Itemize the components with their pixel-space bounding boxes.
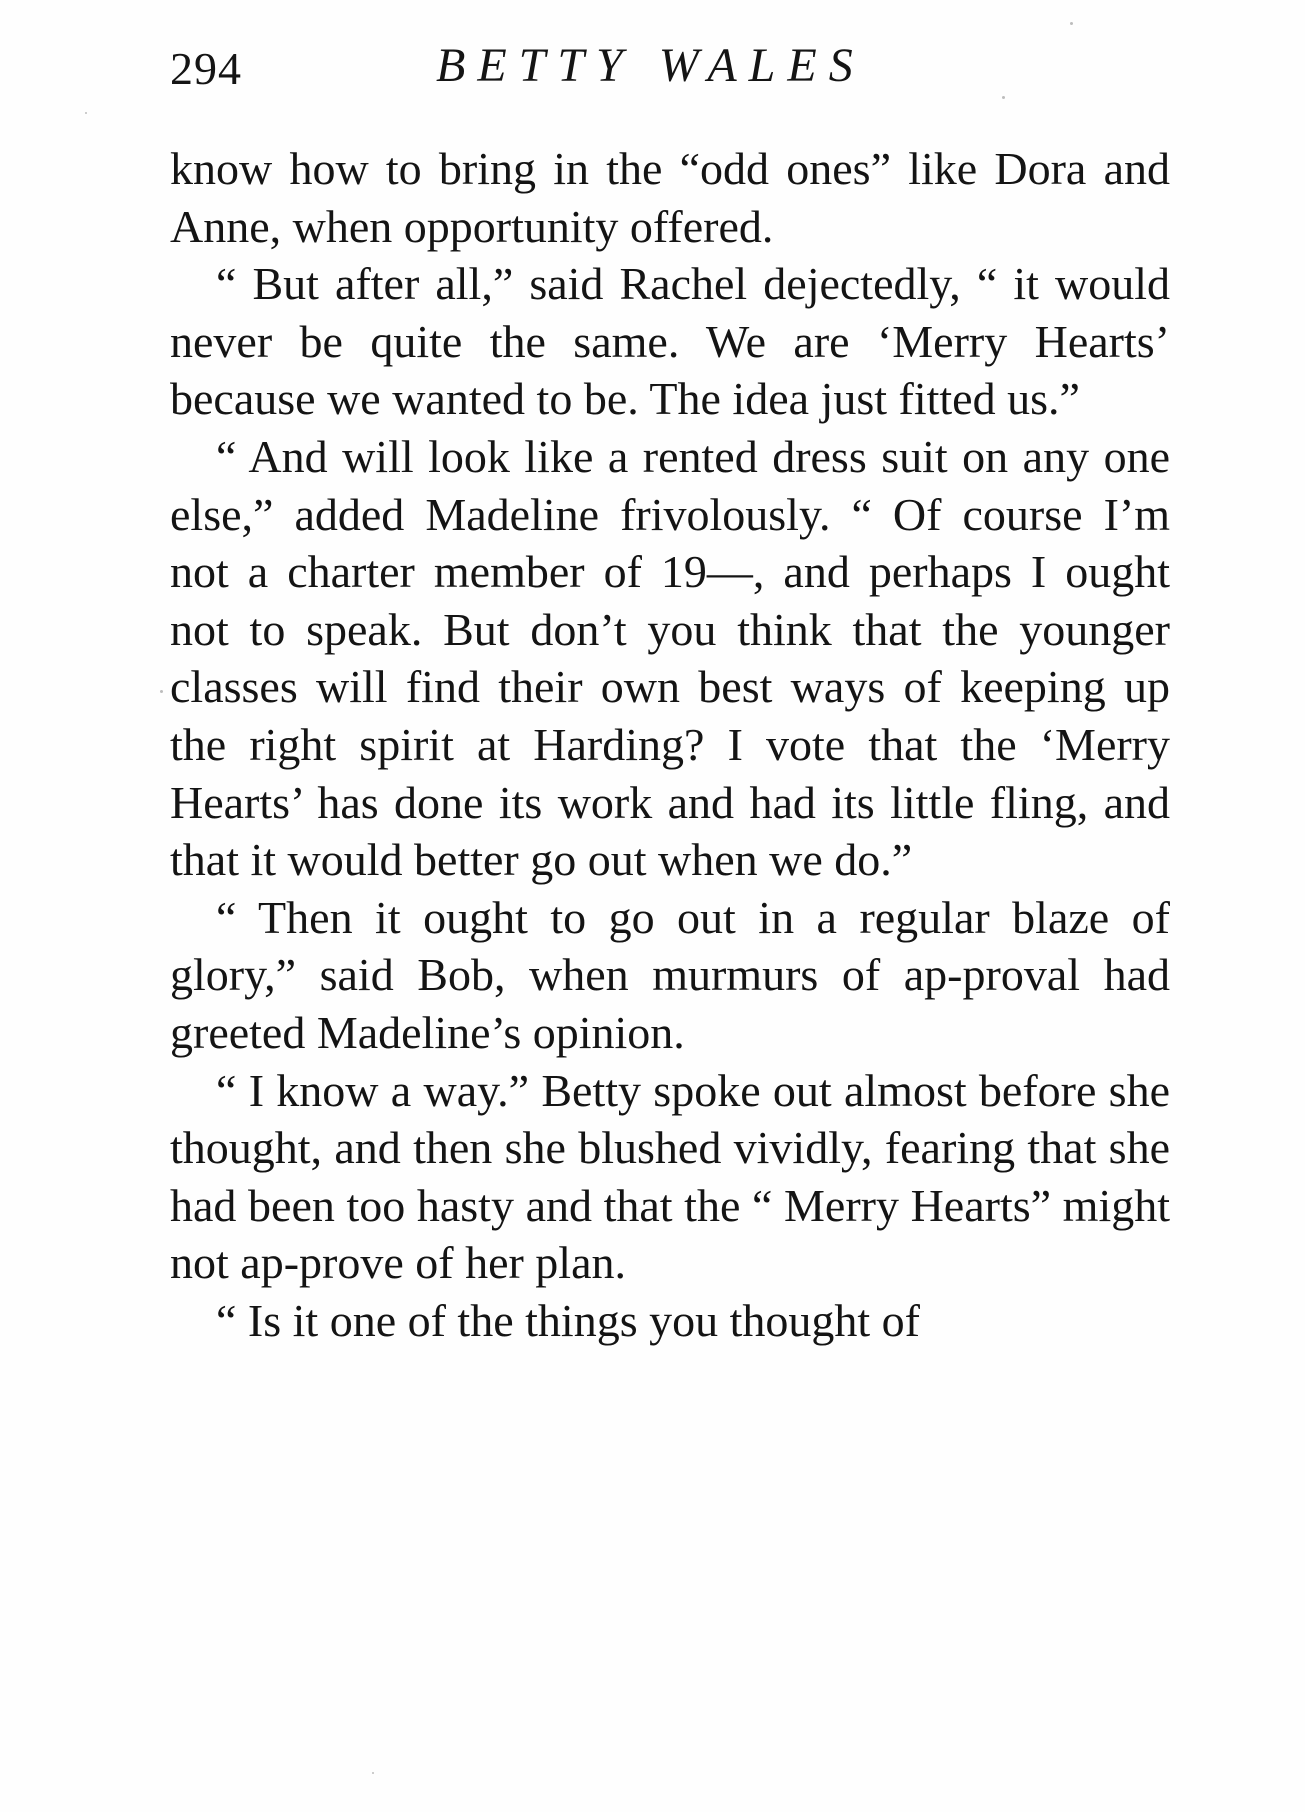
paragraph: know how to bring in the “odd ones” like Dora and Anne, when opportunity offered.	[170, 143, 1170, 252]
paper-speck	[1070, 22, 1073, 25]
paragraph: “ But after all,” said Rachel dejectedly, “ it would never be quite the same. We are ‘Merry Hearts’ because we wanted to be. The idea just fitted us.”	[170, 258, 1170, 425]
paragraph: “ Is it one of the things you thought of	[216, 1294, 920, 1346]
paper-speck	[372, 1772, 374, 1774]
paragraph: “ Then it ought to go out in a regular blaze of glory,” said Bob, when murmurs of ap-proval had greeted Madeline’s opinion.	[170, 891, 1170, 1058]
paragraph: “ I know a way.” Betty spoke out almost before she thought, and then she blushed vividly, fearing that she had been too hasty and that the “ Merry Hearts” might not ap-prove of her plan.	[170, 1064, 1170, 1289]
paper-speck	[160, 690, 163, 693]
book-title: BETTY WALES	[436, 39, 865, 92]
paragraph: “ And will look like a rented dress suit on any one else,” added Madeline frivolously. “ Of course I’m not a charter member of 19—, and perhaps I ought not to speak. But don’t you think that the younger classes will find their own best ways of keeping up the right spirit at Harding? I vote that the ‘Merry Hearts’ has done its work and had its little fling, and that it would better go out when we do.”	[170, 430, 1170, 886]
body-text	[170, 140, 1170, 1349]
running-head	[170, 38, 1170, 108]
page-number: 294	[170, 43, 242, 94]
paper-speck	[1002, 96, 1005, 99]
paper-speck	[85, 112, 87, 114]
